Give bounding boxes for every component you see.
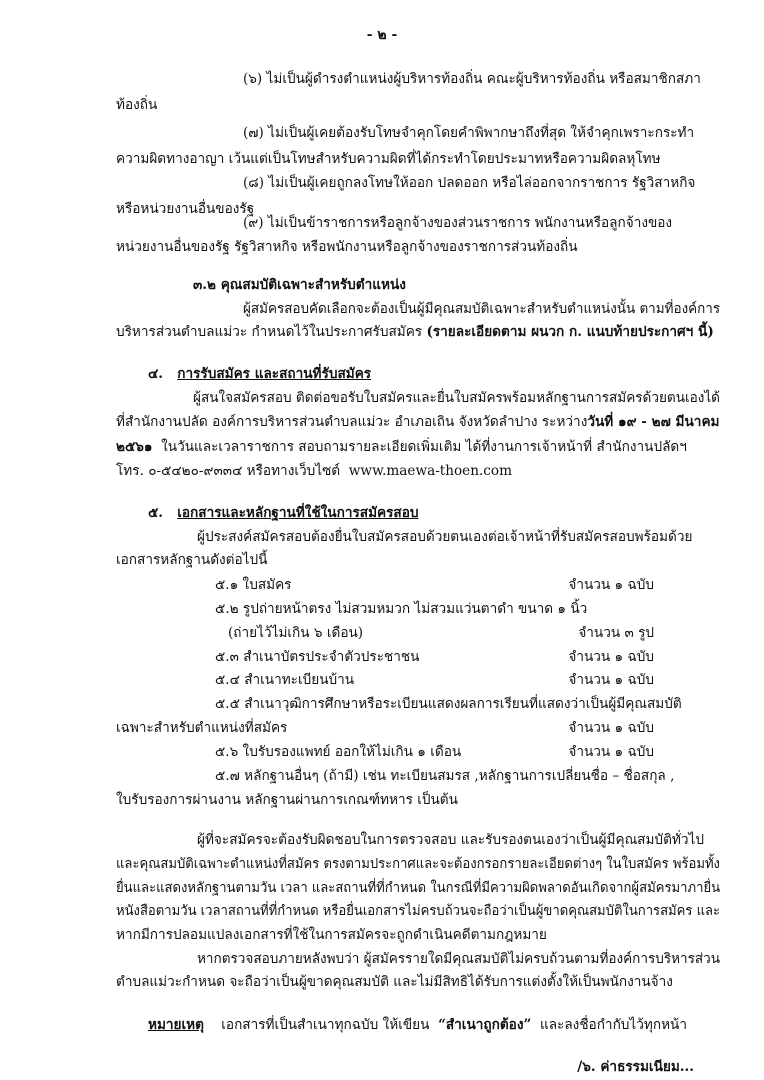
responsibility-p2-line2: ตำบลแม่วะกำหนด จะถือว่าเป็นผู้ขาดคุณสมบัติ และไม่มีสิทธิได้รับการแต่งตั้งให้เป็นพนักงานจ้าง <box>116 974 673 990</box>
doc-item-qty: จำนวน ๓ รูป <box>578 625 654 641</box>
responsibility-p1-line4: หนังสือตามวัน เวลาสถานที่ที่กำหนด หรือยื่นเอกสารไม่ครบถ้วนจะถือว่าเป็นผู้ขาดคุณสมบัติในการสมัคร และ <box>116 903 721 919</box>
annex-reference: (รายละเอียดตาม ผนวก ก. แนบท้ายประกาศฯ นี้) <box>426 324 714 340</box>
doc-item-label: ๕.๓ สำเนาบัตรประจำตัวประชาชน <box>215 649 420 665</box>
section-4-heading: ๔. การรับสมัคร และสถานที่รับสมัคร <box>148 366 372 382</box>
item-6-line1: (๖) ไม่เป็นผู้ดำรงตำแหน่งผู้บริหารท้องถิ่น คณะผู้บริหารท้องถิ่น หรือสมาชิกสภา <box>243 71 701 87</box>
item-7-line2: ความผิดทางอาญา เว้นแต่เป็นโทษสำหรับความผิดที่ได้กระทำโดยประมาทหรือความผิดลหุโทษ <box>116 151 661 167</box>
doc-item-qty: จำนวน ๑ ฉบับ <box>568 649 654 665</box>
responsibility-p1-line3: ยื่นและแสดงหลักฐานตามวัน เวลา และสถานที่ที่กำหนด ในกรณีที่มีความผิดพลาดอันเกิดจากผู้สมัครมาภายื่น <box>116 880 721 896</box>
doc-item-sub: เฉพาะสำหรับตำแหน่งที่สมัคร <box>116 720 288 736</box>
doc-item-qty: จำนวน ๑ ฉบับ <box>568 744 654 760</box>
certified-copy-quote: “สำเนาถูกต้อง” <box>438 1017 532 1033</box>
doc-item-qty: จำนวน ๑ ฉบับ <box>568 577 654 593</box>
responsibility-p1-line5: หากมีการปลอมแปลงเอกสารที่ใช้ในการสมัครจะถูกดำเนินคดีตามกฎหมาย <box>116 927 547 943</box>
item-8-line1: (๘) ไม่เป็นผู้เคยถูกลงโทษให้ออก ปลดออก หรือไล่ออกจากราชการ รัฐวิสาหกิจ <box>243 175 696 191</box>
note-label: หมายเหตุ <box>148 1017 204 1033</box>
section-5-intro1: ผู้ประสงค์สมัครสอบต้องยื่นใบสมัครสอบด้วยตนเองต่อเจ้าหน้าที่รับสมัครสอบพร้อมด้วย <box>197 529 693 545</box>
item-7-line1: (๗) ไม่เป็นผู้เคยต้องรับโทษจำคุกโดยคำพิพากษาถึงที่สุด ให้จำคุกเพราะกระทำ <box>243 125 695 141</box>
doc-item-label: ๕.๗ หลักฐานอื่นๆ (ถ้ามี) เช่น ทะเบียนสมรส ,หลักฐานการเปลี่ยนชื่อ – ชื่อสกุล , <box>215 768 675 784</box>
doc-item-sub: (ถ่ายไว้ไม่เกิน ๖ เดือน) <box>228 625 364 641</box>
application-year: ๒๕๖๑ <box>116 439 153 455</box>
responsibility-p1-line1: ผู้ที่จะสมัครจะต้องรับผิดชอบในการตรวจสอบ และรับรองตนเองว่าเป็นผู้มีคุณสมบัติทั่วไป <box>197 832 704 848</box>
section-4-line3: ๒๕๖๑ ในวันและเวลาราชการ สอบถามรายละเอียดเพิ่มเติม ได้ที่งานการเจ้าหน้าที่ สำนักงานปลัดฯ <box>116 439 687 455</box>
doc-item-label: ๕.๕ สำเนาวุฒิการศึกษาหรือระเบียนแสดงผลการเรียนที่แสดงว่าเป็นผู้มีคุณสมบัติ <box>215 696 682 712</box>
section-5-intro2: เอกสารหลักฐานดังต่อไปนี้ <box>116 552 268 568</box>
item-9-line1: (๙) ไม่เป็นข้าราชการหรือลูกจ้างของส่วนราชการ พนักงานหรือลูกจ้างของ <box>243 215 673 231</box>
website-link[interactable]: www.maewa-thoen.com <box>348 463 512 479</box>
doc-item-label: ๕.๒ รูปถ่ายหน้าตรง ไม่สวมหมวก ไม่สวมแว่นตาดำ ขนาด ๑ นิ้ว <box>215 601 588 617</box>
application-dates: วันที่ ๑๙ - ๒๗ มีนาคม <box>587 414 720 430</box>
doc-item-sub: ใบรับรองการผ่านงาน หลักฐานผ่านการเกณฑ์ทหาร เป็นต้น <box>116 792 458 808</box>
doc-item-qty: จำนวน ๑ ฉบับ <box>568 672 654 688</box>
responsibility-p1-line2: และคุณสมบัติเฉพาะตำแหน่งที่สมัคร ตรงตามประกาศและจะต้องกรอกรายละเอียดต่างๆ ในใบสมัคร พร้อมทั้ง <box>116 856 720 872</box>
page-number: - ๒ - <box>366 27 398 43</box>
continuation-marker: /๖. ค่าธรรมเนียม... <box>577 1059 694 1075</box>
doc-item-label: ๕.๖ ใบรับรองแพทย์ ออกให้ไม่เกิน ๑ เดือน <box>215 744 462 760</box>
section-4-line1: ผู้สนใจสมัครสอบ ติดต่อขอรับใบสมัครและยื่นใบสมัครพร้อมหลักฐานการสมัครด้วยตนเองได้ <box>193 390 720 406</box>
doc-item-label: ๕.๑ ใบสมัคร <box>215 577 292 593</box>
doc-item-qty: จำนวน ๑ ฉบับ <box>568 720 654 736</box>
section-3-2-line1: ผู้สมัครสอบคัดเลือกจะต้องเป็นผู้มีคุณสมบัติเฉพาะสำหรับตำแหน่งนั้น ตามที่องค์การ <box>243 301 721 317</box>
responsibility-p2-line1: หากตรวจสอบภายหลังพบว่า ผู้สมัครรายใดมีคุณสมบัติไม่ครบถ้วนตามที่องค์การบริหารส่วน <box>197 951 721 967</box>
note-line: หมายเหตุ เอกสารที่เป็นสำเนาทุกฉบับ ให้เขียน “สำเนาถูกต้อง” และลงชื่อกำกับไว้ทุกหน้า <box>148 1017 687 1033</box>
section-5-heading: ๕. เอกสารและหลักฐานที่ใช้ในการสมัครสอบ <box>148 505 419 521</box>
section-4-line4: โทร. ๐-๕๔๒๐-๙๓๓๔ หรือทางเว็บไซต์ www.maewa-thoen.com <box>116 463 512 479</box>
item-9-line2: หน่วยงานอื่นของรัฐ รัฐวิสาหกิจ หรือพนักงานหรือลูกจ้างของราชการส่วนท้องถิ่น <box>116 239 578 255</box>
item-8-line2: หรือหน่วยงานอื่นของรัฐ <box>116 201 255 217</box>
item-6-line2: ท้องถิ่น <box>116 97 158 113</box>
section-3-2-heading: ๓.๒ คุณสมบัติเฉพาะสำหรับตำแหน่ง <box>193 277 406 293</box>
section-4-line2: ที่สำนักงานปลัด องค์การบริหารส่วนตำบลแม่วะ อำเภอเถิน จังหวัดลำปาง ระหว่างวันที่ ๑๙ - ๒๗ มีนาคม <box>116 414 720 430</box>
section-3-2-line2: บริหารส่วนตำบลแม่วะ กำหนดไว้ในประกาศรับสมัคร (รายละเอียดตาม ผนวก ก. แนบท้ายประกาศฯ นี้) <box>116 324 714 340</box>
doc-item-label: ๕.๔ สำเนาทะเบียนบ้าน <box>215 672 355 688</box>
